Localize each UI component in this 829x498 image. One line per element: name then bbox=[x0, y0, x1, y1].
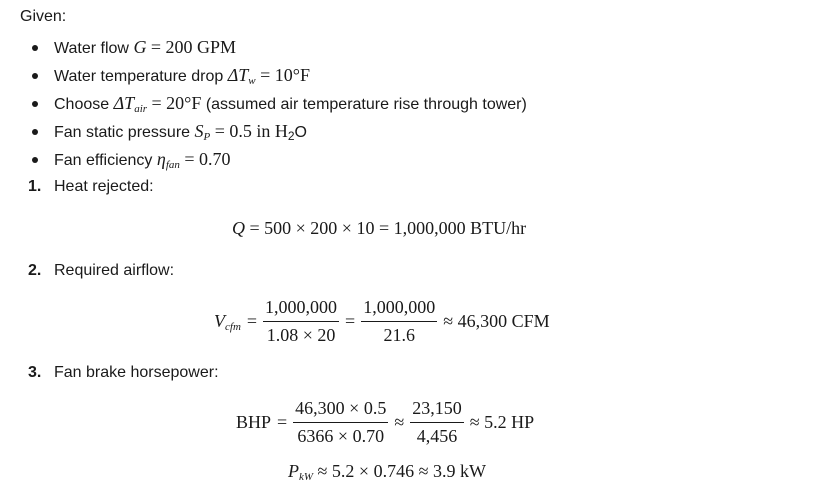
numerator: 1,000,000 bbox=[361, 297, 437, 322]
symbol-delta-t: ΔT bbox=[113, 93, 135, 113]
eq-lhs: V bbox=[214, 310, 225, 331]
symbol-g: G bbox=[133, 37, 147, 57]
eq-result: ≈ 5.2 HP bbox=[469, 412, 535, 432]
symbol-sub: P bbox=[203, 131, 211, 143]
step-label: Required airflow: bbox=[54, 262, 175, 279]
equation-heat-rejected bbox=[232, 218, 526, 239]
numerator: 46,300 × 0.5 bbox=[293, 398, 388, 423]
eq-rhs: = 500 × 200 × 10 = 1,000,000 BTU/hr bbox=[249, 218, 527, 238]
denominator: 1.08 × 20 bbox=[266, 325, 336, 345]
bullet-dot bbox=[32, 157, 38, 163]
bullet-water-flow bbox=[54, 37, 236, 58]
bullet-dot bbox=[32, 129, 38, 135]
eq-lhs: Q bbox=[232, 218, 245, 238]
symbol-sub: fan bbox=[165, 159, 180, 171]
bullet-label: Fan efficiency bbox=[54, 152, 153, 169]
bullet-dot bbox=[32, 101, 38, 107]
eq-lhs: BHP bbox=[236, 412, 272, 432]
step-number: 3. bbox=[28, 364, 42, 381]
fraction bbox=[293, 398, 388, 447]
numerator: 1,000,000 bbox=[263, 297, 339, 322]
bullet-value: = 20°F bbox=[151, 93, 202, 113]
bullet-value: = 0.70 bbox=[184, 149, 231, 169]
bullet-label: Choose bbox=[54, 96, 110, 113]
bullet-value: = 200 GPM bbox=[150, 37, 237, 57]
equation-airflow bbox=[214, 297, 550, 346]
equation-power-kw bbox=[288, 461, 486, 483]
step-number: 2. bbox=[28, 262, 42, 279]
bullet-label: Water flow bbox=[54, 40, 129, 57]
equals-sign: = bbox=[246, 311, 258, 331]
step-number: 1. bbox=[28, 178, 42, 195]
given-label: Given: bbox=[20, 8, 67, 25]
denominator: 6366 × 0.70 bbox=[297, 426, 385, 446]
eq-result: ≈ 46,300 CFM bbox=[443, 311, 550, 331]
value-sub: 2 bbox=[287, 129, 295, 143]
bullet-label: Water temperature drop bbox=[54, 68, 224, 85]
bullet-fan-efficiency bbox=[54, 149, 230, 171]
fraction bbox=[263, 297, 339, 346]
bullet-note: (assumed air temperature rise through tower) bbox=[205, 96, 527, 113]
equals-sign: = bbox=[345, 311, 356, 331]
fraction bbox=[410, 398, 464, 447]
step-label: Fan brake horsepower: bbox=[54, 364, 219, 381]
bullet-label: Fan static pressure bbox=[54, 124, 191, 141]
bullet-air-temp-rise bbox=[54, 93, 527, 115]
equation-brake-horsepower bbox=[236, 398, 534, 447]
bullet-value: = 0.5 in H bbox=[214, 121, 288, 141]
symbol-sub: w bbox=[248, 75, 256, 87]
equals-sign: = bbox=[277, 412, 288, 432]
approx-sign: ≈ bbox=[394, 412, 405, 432]
bullet-water-temp-drop bbox=[54, 65, 310, 87]
eq-lhs: P bbox=[288, 461, 299, 481]
fraction bbox=[361, 297, 437, 346]
symbol-delta-t: ΔT bbox=[227, 65, 249, 85]
denominator: 4,456 bbox=[416, 426, 458, 446]
bullet-dot bbox=[32, 73, 38, 79]
symbol-eta: η bbox=[156, 149, 166, 169]
bullet-value: = 10°F bbox=[260, 65, 310, 85]
eq-rhs: ≈ 5.2 × 0.746 ≈ 3.9 kW bbox=[317, 461, 486, 481]
symbol-s: S bbox=[194, 121, 204, 141]
bullet-fan-static-pressure bbox=[54, 121, 307, 143]
symbol-sub: air bbox=[134, 103, 148, 115]
denominator: 21.6 bbox=[383, 325, 415, 345]
eq-lhs-sub: kW bbox=[299, 471, 314, 483]
bullet-dot bbox=[32, 45, 38, 51]
value-tail: O bbox=[294, 124, 307, 141]
numerator: 23,150 bbox=[410, 398, 464, 423]
step-label: Heat rejected: bbox=[54, 178, 154, 195]
eq-lhs-sub: cfm bbox=[225, 320, 241, 333]
